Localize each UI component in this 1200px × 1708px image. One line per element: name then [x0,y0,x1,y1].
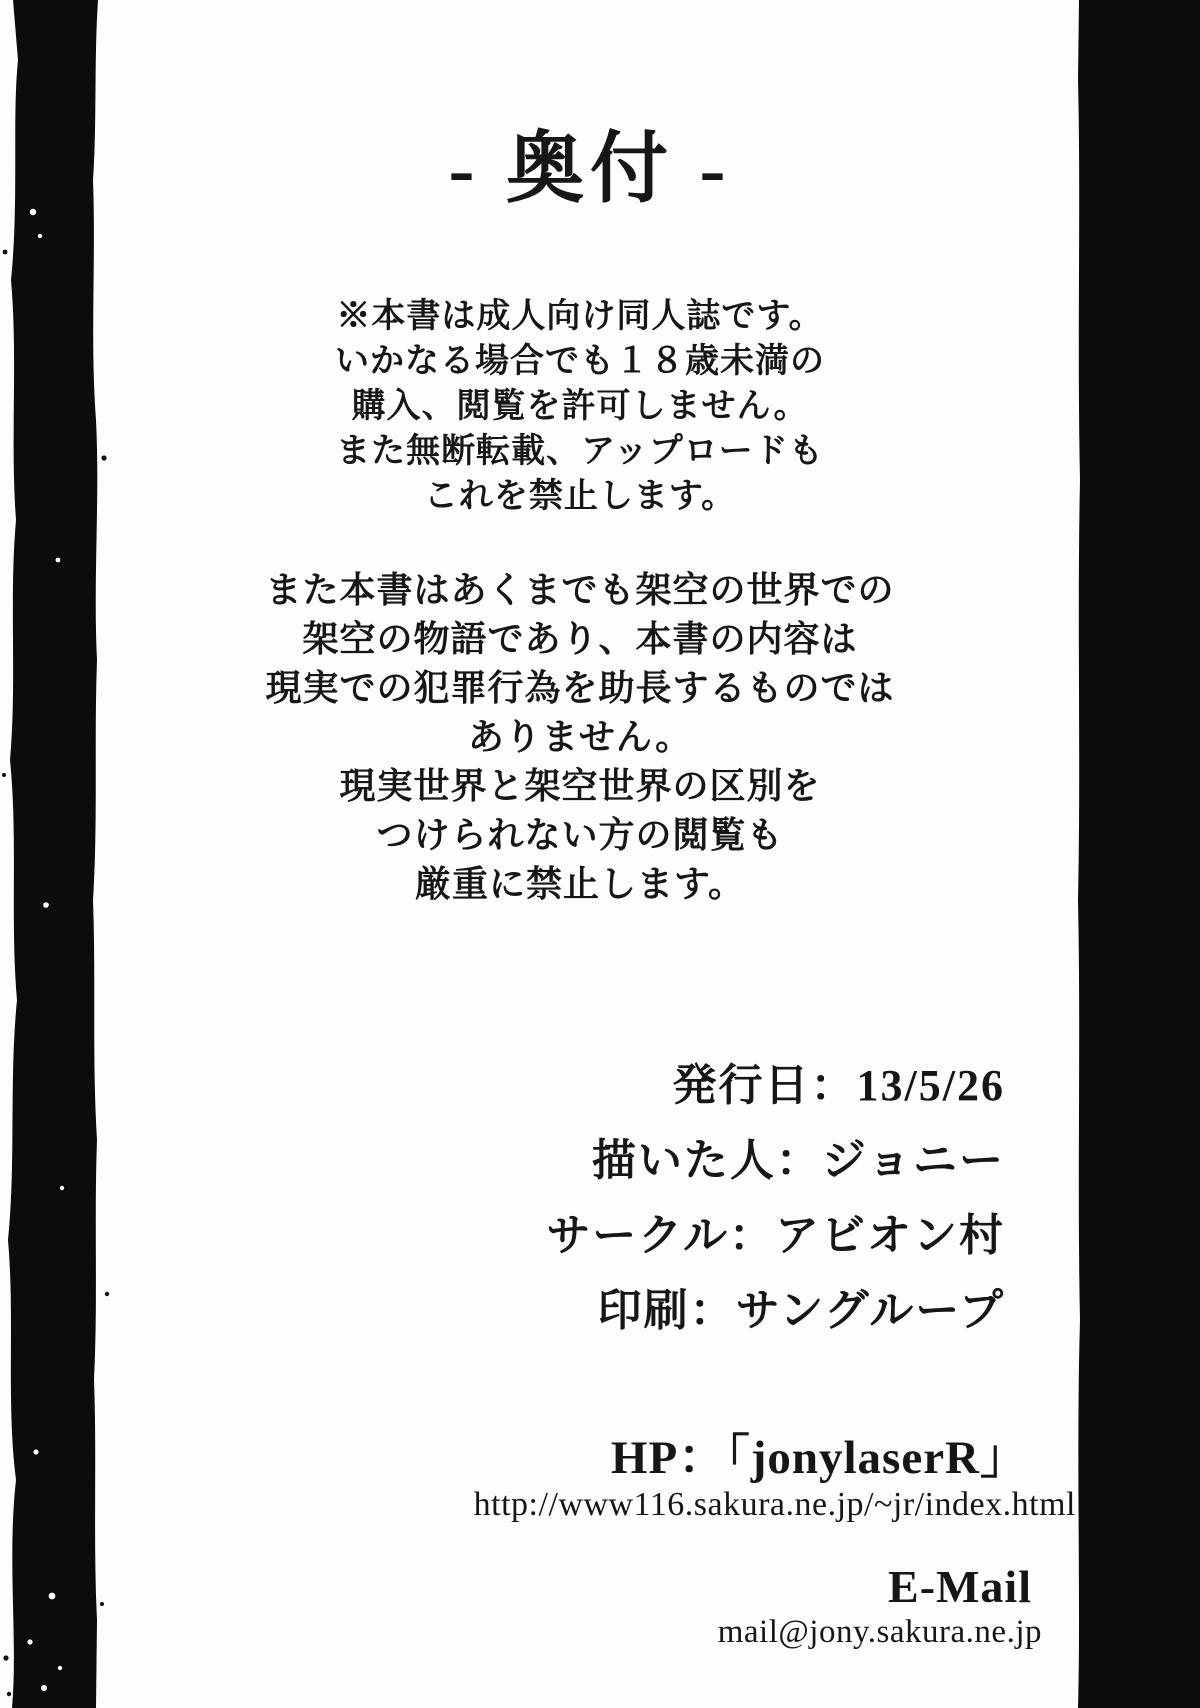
credit-publication-date: 発行日：13/5/26 [672,1061,1005,1110]
notice-line: 購入、閲覧を許可しません。 [351,388,809,425]
notice-line: ※本書は成人向け同人誌です。 [336,298,824,335]
disclaimer-line: 現実での犯罪行為を助長するものでは [265,668,895,708]
notice-line: また無断転載、アップロードも [336,433,824,470]
credit-circle: サークル：アビオン村 [546,1211,1005,1260]
scan-edge-right [1075,0,1200,1708]
disclaimer-line: また本書はあくまでも架空の世界での [265,570,895,610]
disclaimer-line: 架空の物語であり、本書の内容は [302,619,858,659]
fiction-disclaimer [100,566,1060,909]
notice-line: これを禁止します。 [423,478,737,515]
website-label: HP：「jonylaserR」 [610,1432,1028,1484]
page-title: - 奥付 - [448,125,732,212]
notice-line: いかなる場合でも１８歳未満の [335,343,825,380]
disclaimer-line: つけられない方の閲覧も [376,815,784,855]
email-address: mail@jony.sakura.ne.jp [717,1614,1042,1650]
credit-artist: 描いた人：ジョニー [591,1136,1005,1185]
adult-notice [100,294,1060,519]
disclaimer-line: 厳重に禁止します。 [414,864,746,904]
disclaimer-line: ありません。 [467,717,693,757]
email-label: E-Mail [888,1561,1032,1612]
website-url: http://www116.sakura.ne.jp/~jr/index.html [473,1486,1076,1523]
publication-credits [546,1048,1005,1348]
disclaimer-line: 現実世界と架空世界の区別を [339,766,821,806]
credit-printer: 印刷：サングループ [597,1286,1005,1335]
